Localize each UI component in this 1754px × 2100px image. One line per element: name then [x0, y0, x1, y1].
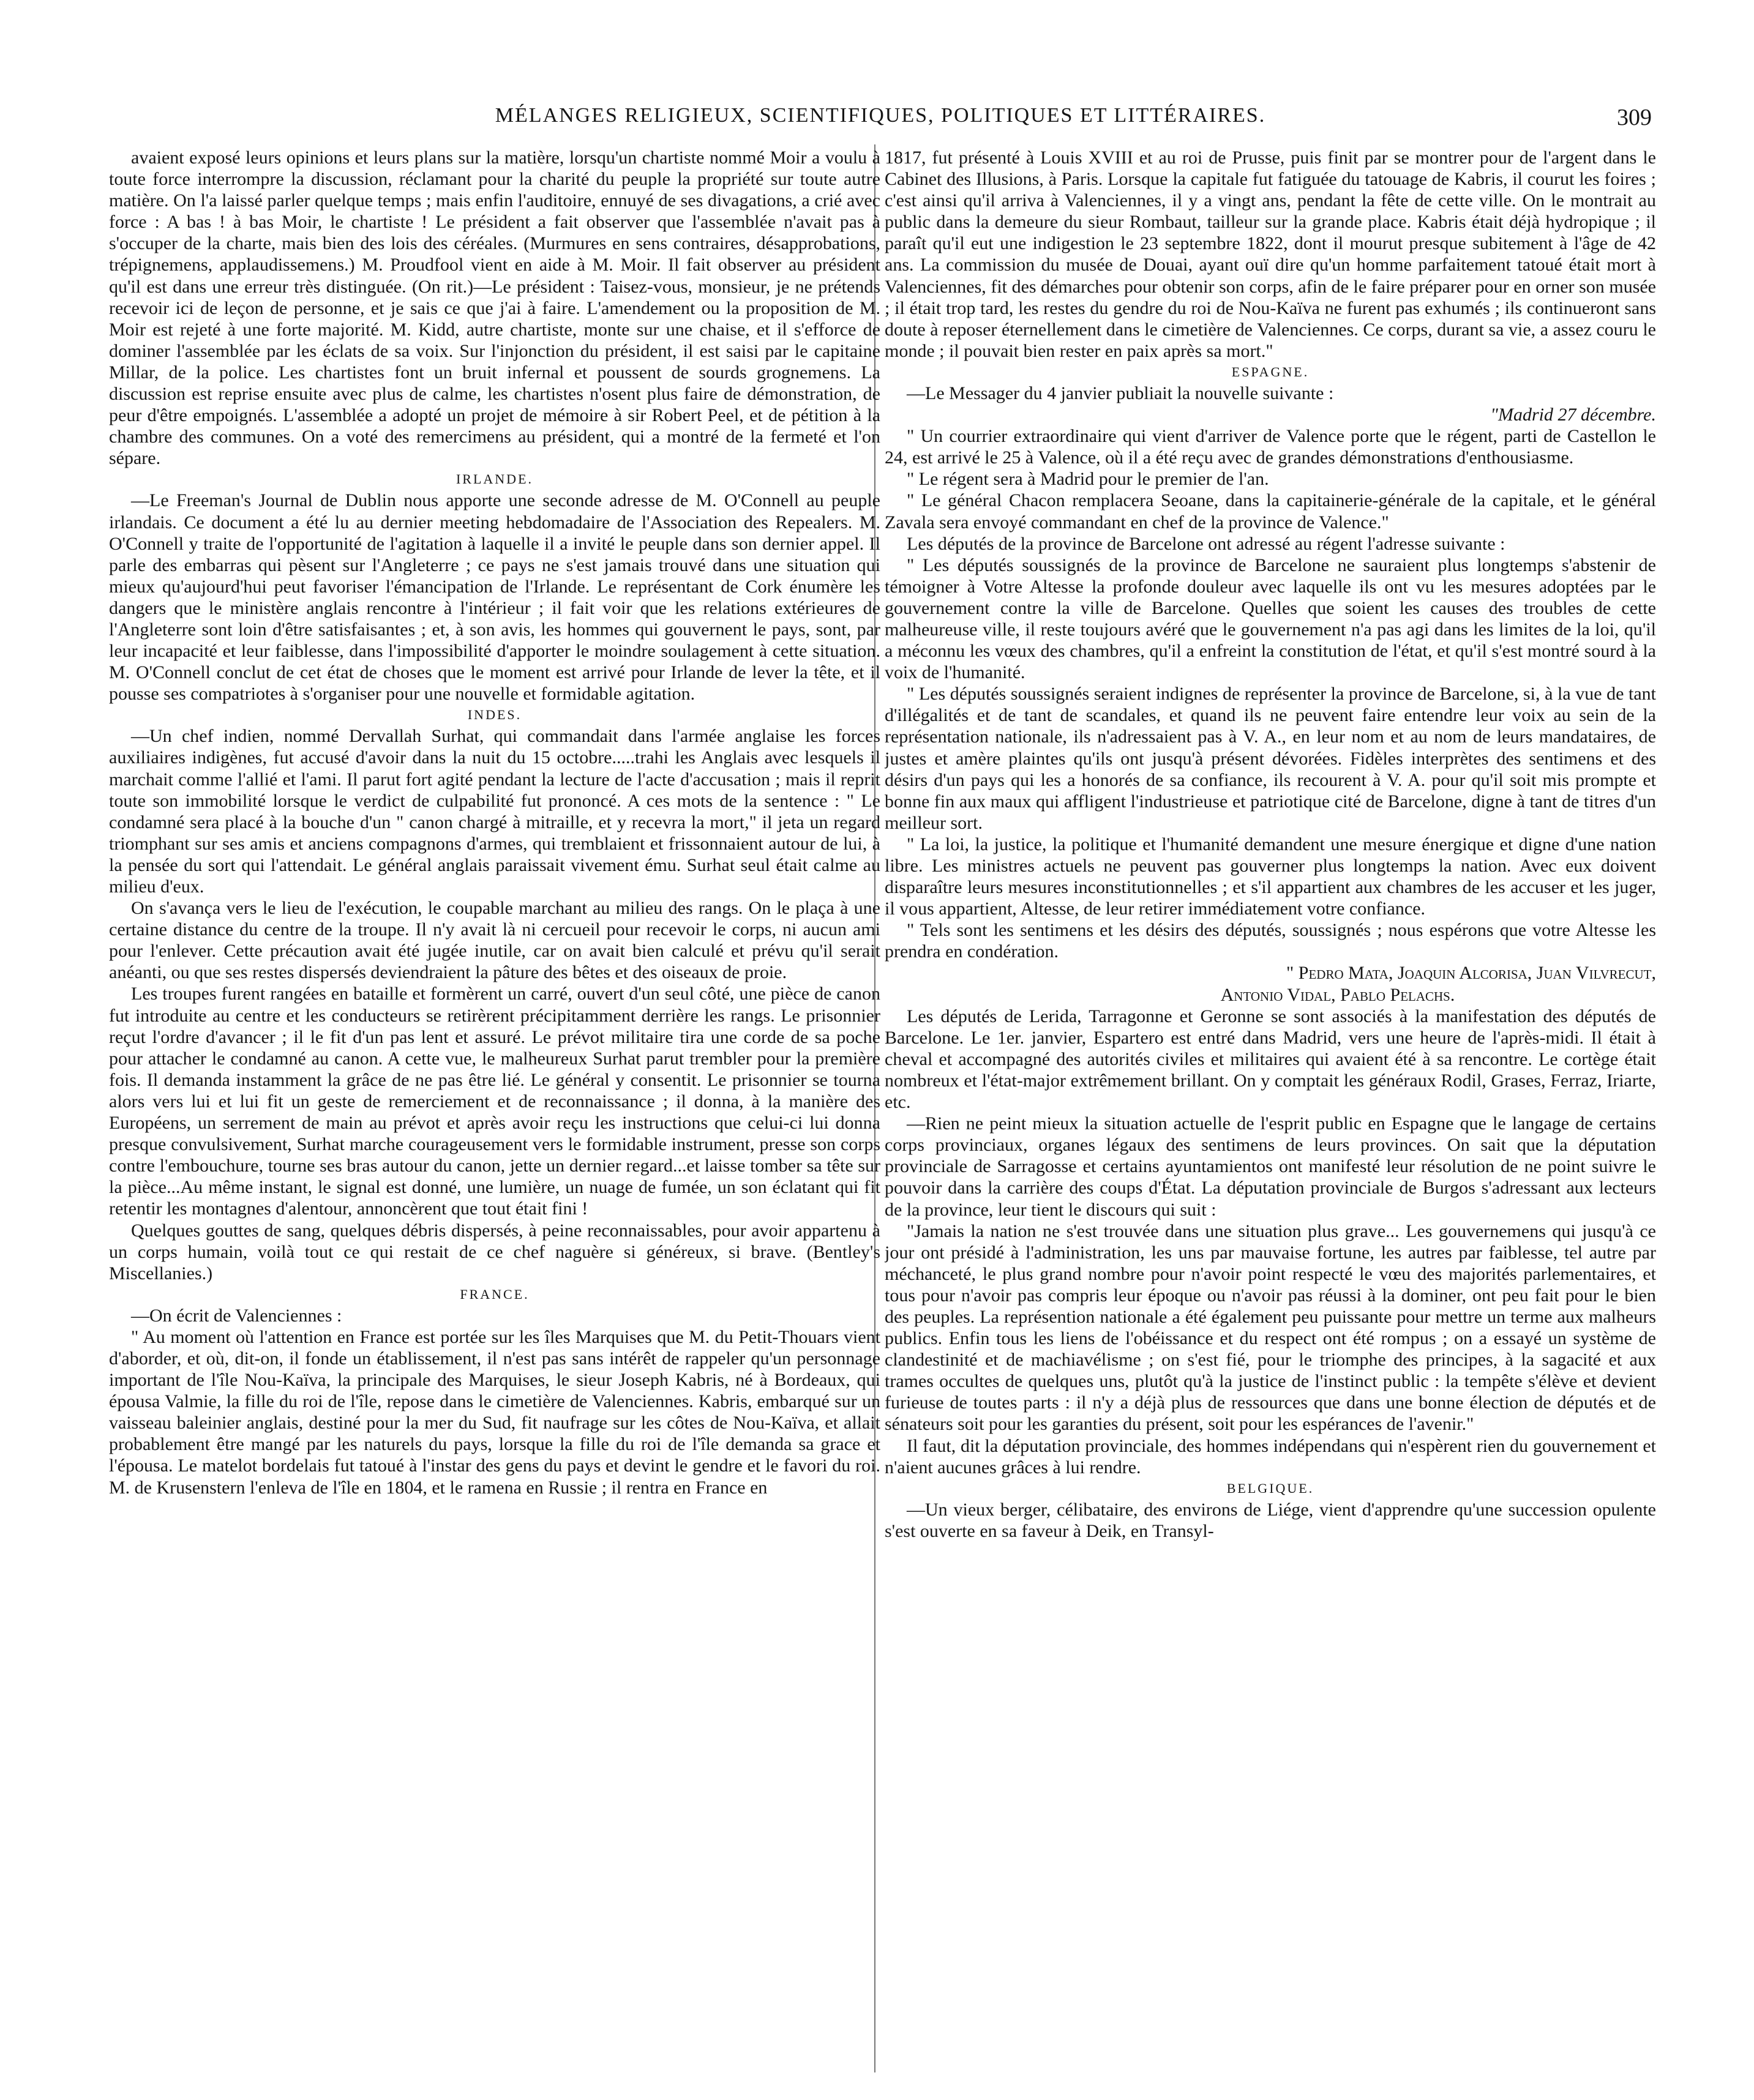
dateline: "Madrid 27 décembre. [1490, 405, 1656, 425]
article-paragraph: " Le régent sera à Madrid pour le premier de l'an. [907, 469, 1269, 490]
article-paragraph: " Un courrier extraordinaire qui vient d'arriver de Valence porte que le régent, parti de Castellon le 24, est arrivé le 25 à Valence, où il a été reçu avec de grandes démonstrations d'enthousiasme. [885, 426, 1656, 468]
section-heading-espagne: ESPAGNE. [1231, 364, 1310, 379]
article-paragraph: —On écrit de Valenciennes : [131, 1305, 342, 1326]
article-paragraph: Les troupes furent rangées en bataille et formèrent un carré, ouvert d'un seul côté, une pièce de canon fut introduite au centre et les conducteurs se retirèrent précipitamment derrière les rangs. Le prisonnier reçut l'ordre d'avancer ; il le fit d'un pas lent et assuré. Le prévot militaire tira une corde de sa poche pour attacher le condamné au canon. A cette vue, le malheureux Surhat parut trembler pour la première fois. Il demanda instamment la grâce de ne pas être lié. Le général y consentit. Le prisonnier se tourna alors vers lui et lui fit un geste de remerciement et de reconnaissance ; il donna, à la manière des Européens, un serrement de main au prévot et après avoir reçu les instructions que celui-ci lui donna presque convulsivement, Surhat marche courageusement vers le formidable instrument, presse son corps contre l'embouchure, tourne ses bras autour du canon, jette un dernier regard...et laisse tomber sa tête sur la pièce...Au même instant, le signal est donné, une lumière, un nuage de fumée, un son éclatant qui fit retentir les montagnes d'alentour, annoncèrent que tout était fini ! [109, 984, 880, 1219]
article-paragraph: On s'avança vers le lieu de l'exécution, le coupable marchant au milieu des rangs. On le plaça à une certaine distance du centre de la troupe. Il n'y avait là ni cercueil pour recevoir le corps, ni aucun ami pour l'enlever. Cette précaution avait été jugée inutile, car on avait bien calculé et prévu qu'il serait anéanti, ou que ses restes dispersés deviendraient la pâture des bêtes et des oiseaux de proie. [109, 898, 880, 983]
article-paragraph: " Tels sont les sentimens et les désirs des députés, soussignés ; nous espérons que votre Altesse les prendra en condération. [885, 920, 1656, 962]
section-heading-irlande: IRLANDE. [455, 471, 534, 487]
article-paragraph: —Le Freeman's Journal de Dublin nous apporte une seconde adresse de M. O'Connell au peuple irlandais. Ce document a été lu au dernier meeting hebdomadaire de l'Association des Repealers. M. O'Connell y traite de l'opportunité de l'agitation à laquelle il a invité le peuple dans son dernier appel. Il parle des embarras qui pèsent sur l'Angleterre ; ce pays ne s'est jamais trouvé dans une situation qui mieux qu'aujourd'hui peut favoriser l'émancipation de l'Irlande. Le représentant de Cork énumère les dangers que le ministère anglais rencontre à l'intérieur ; il fait voir que les relations extérieures de l'Angleterre sont loin d'être satisfaisantes ; et, à son avis, les hommes qui gouvernent le pays, sont, par leur incapacité et leur faiblesse, dans l'impossibilité d'apporter le moindre soulagement à cette situation. M. O'Connell conclut de cet état de choses que le moment est arrivé pour Irlande de lever la tête, et il pousse ses compatriotes à s'organiser pour une nouvelle et formidable agitation. [109, 490, 880, 704]
article-paragraph: Les députés de Lerida, Tarragonne et Geronne se sont associés à la manifestation des députés de Barcelone. Le 1er. janvier, Espartero est entré dans Madrid, vers une heure de l'après-midi. Il était à cheval et accompagné des autorités civiles et militaires qui avaient été à sa rencontre. Le cortège était nombreux et l'état-major extrêmement brillant. On y comptait les généraux Rodil, Grases, Ferraz, Iriarte, etc. [885, 1006, 1656, 1113]
article-paragraph: avaient exposé leurs opinions et leurs plans sur la matière, lorsqu'un chartiste nommé Moir a voulu à toute force interrompre la discussion, réclamant pour la charité du peuple la propriété sur toute autre matière. On l'a laissé parler quelque temps ; mais enfin l'auditoire, ennuyé de ses divagations, a crié avec force : A bas ! à bas Moir, le chartiste ! Le président a fait observer que l'assemblée n'avait pas à s'occuper de la charte, mais bien des lois des céréales. (Murmures en sens contraires, désapprobations, trépignemens, applaudissemens.) M. Proudfool vient en aide à M. Moir. Il fait observer au président qu'il est dans une erreur très distinguée. (On rit.)—Le président : Taisez-vous, monsieur, je ne prétends recevoir ici de leçon de personne, et je sais ce que j'ai à faire. L'amendement ou la proposition de M. Moir est rejeté à une forte majorité. M. Kidd, autre chartiste, monte sur une chaise, et il s'efforce de dominer l'assemblée par les éclats de sa voix. Sur l'injonction du président, il est saisi par le capitaine Millar, de la police. Les chartistes font un bruit infernal et poussent de sourds grognemens. La discussion est reprise ensuite avec plus de calme, les chartistes n'osent plus faire de démonstration, de peur d'être empoignés. L'assemblée a adopté un projet de mémoire à sir Robert Peel, et de pétition à la chambre des communes. On a voté des remercimens au président, qui a montré de la fermeté et l'on sépare. [109, 148, 880, 469]
article-paragraph: Il faut, dit la députation provinciale, des hommes indépendans qui n'espèrent rien du gouvernement et n'aient aucunes grâces à lui rendre. [885, 1435, 1656, 1478]
article-paragraph: " La loi, la justice, la politique et l'humanité demandent une mesure énergique et digne d'une nation libre. Les ministres actuels ne peuvent pas gouverner plus longtemps la nation. Avec eux doivent disparaître leurs mesures inconstitutionnelles ; et s'il appartient aux chambres de les accuser et les juger, il vous appartient, Altesse, de leur retirer immédiatement votre confiance. [885, 834, 1656, 919]
article-paragraph: Les députés de la province de Barcelone ont adressé au régent l'adresse suivante : [907, 533, 1505, 554]
article-paragraph: —Rien ne peint mieux la situation actuelle de l'esprit public en Espagne que le langage de certains corps provinciaux, organes légaux des sentimens de leurs provinces. On sait que la députation provinciale de Sarragosse et certains ayuntamientos ont manifesté leur résolution de ne point suivre le pouvoir dans la carrière des coups d'État. La députation provinciale de Burgos s'adressant aux lecteurs de la province, leur tient le discours qui suit : [885, 1113, 1656, 1220]
left-column [109, 147, 880, 2075]
page-header [109, 104, 1652, 141]
section-heading-indes: INDES. [467, 707, 522, 723]
article-paragraph: " Les députés soussignés seraient indignes de représenter la province de Barcelone, si, à la vue de tant d'illégalités et de tant de scandales, et quand ils ne peuvent faire entendre leur voix au sein de la représentation nationale, ils n'adressaient pas à V. A., en leur nom et au nom de leurs mandataires, de justes et amère plaintes qu'ils ont jusqu'à présent dévorées. Fidèles interprètes des sentimens et des désirs d'un pays qui les a honorés de sa confiance, ils recourent à V. A. pour qu'il soit mis prompte et bonne fin aux maux qui affligent l'industrieuse et patriotique cité de Barcelone, digne à tant de titres d'un meilleur sort. [885, 684, 1656, 833]
article-paragraph: " Au moment où l'attention en France est portée sur les îles Marquises que M. du Petit-Thouars vient d'aborder, et où, dit-on, il fonde un établissement, il n'est pas sans intérêt de rappeler qu'un personnage important de l'île Nou-Kaïva, la principale des Marquises, le sieur Joseph Kabris, né à Bordeaux, qui épousa Valmie, la fille du roi de l'île, repose dans le cimetière de Valenciennes. Kabris, embarqué sur un vaisseau baleinier anglais, destiné pour la mer du Sud, fit naufrage sur les côtes de Nou-Kaïva, et allait probablement être mangé par les naturels du pays, lorsque la fille du roi de l'île demanda sa grace et l'épousa. Le matelot bordelais fut tatoué à l'instar des gens du pays et devint le gendre et le favori du roi. M. de Krusenstern l'enleva de l'île en 1804, et le ramena en Russie ; il rentra en France en [109, 1326, 880, 1498]
article-paragraph: "Jamais la nation ne s'est trouvée dans une situation plus grave... Les gouvernemens qui jusqu'à ce jour ont présidé à l'administration, les uns par mauvaise fortune, les autres par faiblesse, tel autre par méchanceté, le plus grand nombre pour n'avoir point respecté le vœu des majorités parlementaires, et tous pour n'avoir pas compris leur époque ou n'avoir pas réussi à la dominer, ont peu fait pour le bien des peuples. La représention nationale a été également peu puissante pour mettre un terme aux malheurs publics. Enfin tous les liens de l'obéissance et du respect ont été rompus ; on a essayé un système de clandestinité et de machiavélisme ; on s'est fié, pour le triomphe des principes, à la sagacité et aux trames occultes de quelques uns, plutôt qu'à la justice de l'instinct public : la tempête s'élève et devient furieuse de toutes parts : il n'y a déjà plus de ressources que dans une bonne élection de députés et de sénateurs soit pour les garanties du présent, soit pour les espérances de l'avenir." [885, 1220, 1656, 1435]
article-paragraph: " Le général Chacon remplacera Seoane, dans la capitainerie-générale de la capitale, et le général Zavala sera envoyé commandant en chef de la province de Valence." [885, 490, 1656, 532]
signature-line: " Pedro Mata, Joaquin Alcorisa, Juan Vilvrecut, [1286, 963, 1656, 984]
article-paragraph: " Les députés soussignés de la province de Barcelone ne sauraient plus longtemps s'abstenir de témoigner à Votre Altesse la profonde douleur avec laquelle ils ont vu les mesures adoptées par le gouvernement contre la ville de Barcelone. Quelles que soient les causes des troubles de cette malheureuse ville, il reste toujours avéré que le gouvernement n'a pas agi dans les limites de la loi, qu'il a méconnu les vœux des chambres, qu'il a enfreint la constitution de l'état, et qu'il s'est montré sourd à la voix de l'humanité. [885, 555, 1656, 683]
article-paragraph: —Le Messager du 4 janvier publiait la nouvelle suivante : [907, 383, 1334, 403]
right-column [885, 147, 1656, 2075]
article-paragraph: Quelques gouttes de sang, quelques débris dispersés, à peine reconnaissables, pour avoir appartenu à un corps humain, voilà tout ce qui restait de ce chef naguère si généreux, si brave. (Bentley's Miscellanies.) [109, 1220, 880, 1284]
signature-line: Antonio Vidal, Pablo Pelachs. [1220, 984, 1455, 1005]
page-number: 309 [1617, 105, 1652, 130]
section-heading-france: FRANCE. [460, 1286, 530, 1302]
running-title: MÉLANGES RELIGIEUX, SCIENTIFIQUES, POLITIQUES ET LITTÉRAIRES. [495, 104, 1266, 127]
article-paragraph: —Un chef indien, nommé Dervallah Surhat, qui commandait dans l'armée anglaise les forces auxiliaires indigènes, fut accusé d'avoir dans la nuit du 15 octobre.....trahi les Anglais avec lesquels il marchait comme l'allié et l'ami. Il parut fort agité pendant la lecture de l'acte d'accusation ; mais il reprit toute son immobilité lorsque le verdict de culpabilité fut prononcé. A ces mots de la sentence : " Le condamné sera placé à la bouche d'un " canon chargé à mitraille, et y recevra la mort," il jeta un regard triomphant sur ses amis et anciens compagnons d'armes, qui tremblaient et frissonnaient autour de lui, à la pensée du sort qui l'attendait. Le général anglais paraissait vivement ému. Surhat seul était calme au milieu d'eux. [109, 726, 880, 897]
article-paragraph: —Un vieux berger, célibataire, des environs de Liége, vient d'apprendre qu'une succession opulente s'est ouverte en sa faveur à Deik, en Transyl- [885, 1499, 1656, 1541]
section-heading-belgique: BELGIQUE. [1226, 1480, 1314, 1496]
article-paragraph: 1817, fut présenté à Louis XVIII et au roi de Prusse, puis finit par se montrer pour de l'argent dans le Cabinet des Illusions, à Paris. Lorsque la capitale fut fatiguée du tatouage de Kabris, il courut les foires ; c'est ainsi qu'il arriva à Valenciennes, il y a vingt ans, pendant la fête de cette ville. On le montrait au public dans la demeure du sieur Rombaut, tailleur sur la grande place. Kabris était déjà hydropique ; il paraît qu'il eut une indigestion le 23 septembre 1822, dont il mourut presque subitement à l'âge de 42 ans. La commission du musée de Douai, ayant ouï dire qu'un homme parfaitement tatoué était mort à Valenciennes, fit des démarches pour obtenir son corps, afin de le faire préparer pour en orner son musée ; il était trop tard, les restes du gendre du roi de Nou-Kaïva ne furent pas exhumés ; ils continueront sans doute à reposer éternellement dans le cimetière de Valenciennes. Ce corps, durant sa vie, a assez couru le monde ; il pouvait bien rester en paix après sa mort." [885, 148, 1656, 361]
